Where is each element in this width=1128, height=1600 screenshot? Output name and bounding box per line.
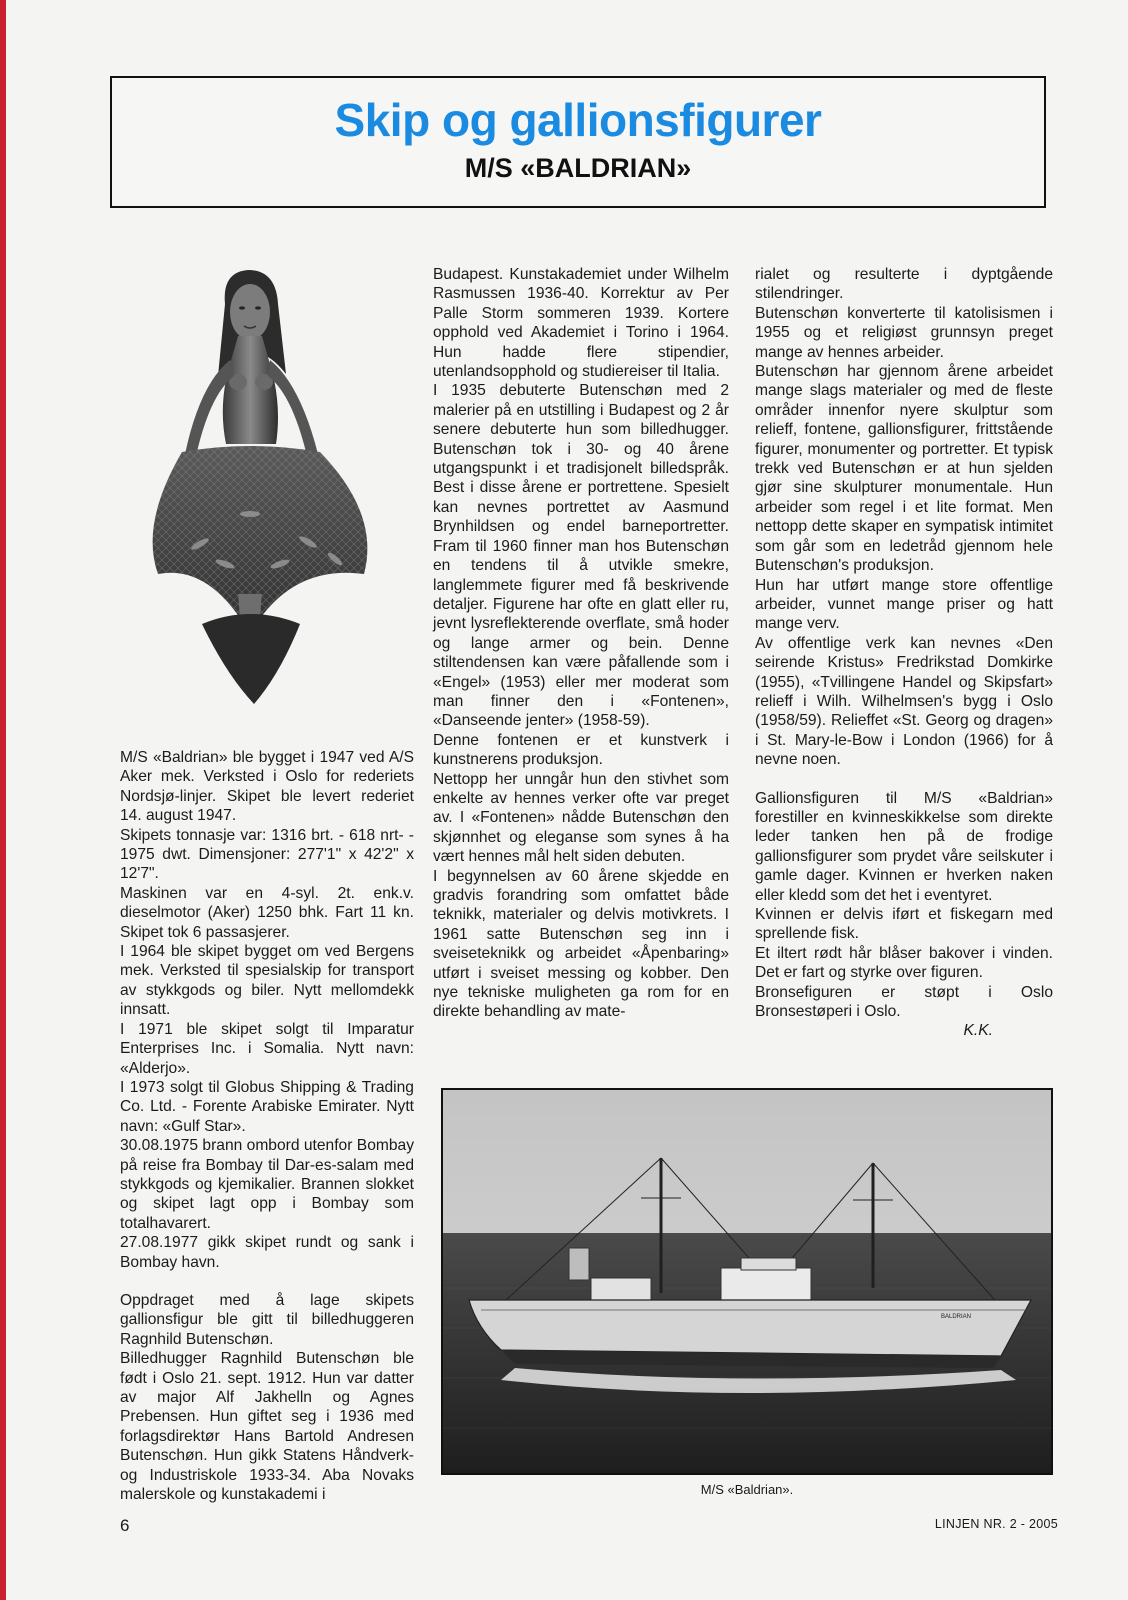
paragraph: Maskinen var en 4-syl. 2t. enk.v. dieselmotor (Aker) 1250 bhk. Fart 11 kn. Skipet tok 6 passasjerer. xyxy=(120,884,414,941)
paragraph: Bronsefiguren er støpt i Oslo Bronsestøperi i Oslo. xyxy=(755,983,1053,1021)
paragraph: Av offentlige verk kan nevnes «Den seirende Kristus» Fredrikstad Domkirke (1955), «Tvillingene Handel og Skipsfart» relieff i Wilh. Wilhelmsen's bygg i Oslo (1958/59). Relieffet «St. Georg og dragen» i St. Mary-le-Bow i London (1966) for å nevne noen. xyxy=(755,634,1053,769)
page-title: Skip og gallionsfigurer xyxy=(334,94,822,146)
page-subtitle: M/S «BALDRIAN» xyxy=(464,153,692,183)
paragraph: Oppdraget med å lage skipets gallionsfigur ble gitt til billedhuggeren Ragnhild Butenschøn. xyxy=(120,1291,414,1348)
ship-hull-name: BALDRIAN xyxy=(941,1314,972,1320)
article-column-3 xyxy=(755,265,1053,1041)
paragraph: I 1935 debuterte Butenschøn med 2 malerier på en utstilling i Budapest og 2 år senere debuterte hun som billedhugger. Butenschøn tok i 30- og 40 årene utgangspunkt i et tradisjonelt billedspråk. Best i disse årene er portrettene. Spesielt kan nevnes portrettet av Aasmund Brynhildsen og endel barneportretter. Fram til 1960 finner man hos Butenschøn en tendens til å utvikle smekre, langlemmete figurer med få beskrivende detaljer. Figurene har ofte en glatt eller ru, jevnt lysreflekterende overflate, små hoder og lange armer og bein. Denne stiltendensen kan være påfallende som i «Engel» (1953) eller mer moderat som man finner den i «Fontenen», «Danseende jenter» (1958-59). xyxy=(433,382,729,730)
ship-photo xyxy=(441,1088,1053,1475)
page-number: 6 xyxy=(120,1516,130,1535)
paragraph: I 1973 solgt til Globus Shipping & Trading Co. Ltd. - Forente Arabiske Emirater. Nytt navn: «Gulf Star». xyxy=(120,1078,414,1135)
paragraph: Budapest. Kunstakademiet under Wilhelm Rasmussen 1936-40. Korrektur av Per Palle Storm sommeren 1939. Kortere opphold ved Akademiet i Torino i 1964. Hun hadde flere stipendier, utenlandsopphold og studiereiser til Italia. xyxy=(433,266,729,381)
paragraph: Hun har utført mange store offentlige arbeider, vunnet mange priser og hatt mange verv. xyxy=(755,576,1053,633)
author-signature: K.K. xyxy=(963,1022,993,1040)
article-column-2 xyxy=(433,265,729,1022)
paragraph: Denne fontenen er et kunstverk i kunstnerens produksjon. xyxy=(433,731,729,769)
paragraph: I 1971 ble skipet solgt til Imparatur Enterprises Inc. i Somalia. Nytt navn: «Alderjo». xyxy=(120,1020,414,1077)
paragraph: Butenschøn har gjennom årene arbeidet mange slags materialer og med de fleste områder innenfor nyere skulptur som relieff, fontene, gallionsfigurer, frittstående figurer, monumenter og portretter. Et typisk trekk ved Butenschøn er at hun sjelden gjør sine skulpturer monumentale. Hun arbeider som regel i et lite format. Men nettopp dette skaper en sympatisk intimitet som går som en ledetråd gjennom hele Butenschøn's produksjon. xyxy=(755,363,1053,575)
paragraph: rialet og resulterte i dyptgående stilendringer. xyxy=(755,266,1053,303)
paragraph: Billedhugger Ragnhild Butenschøn ble født i Oslo 21. sept. 1912. Hun var datter av major Alf Jakhelln og Agnes Prebensen. Hun giftet seg i 1936 med forlagsdirektør Hans Bartold Andresen Butenschøn. Hun gikk Statens Håndverk- og Industriskole 1933-34. Aba Novaks malerskole og kunstakademi i xyxy=(120,1350,414,1504)
paragraph: Nettopp her unngår hun den stivhet som enkelte av hennes verker ofte var preget av. I «Fontenen» nådde Butenschøn den skjønnhet og eleganse som synes å ha vært hennes mål helt siden debuten. xyxy=(433,770,729,866)
paragraph: 30.08.1975 brann ombord utenfor Bombay på reise fra Bombay til Dar-es-salam med stykkgods og kjemikalier. Brannen slokket og skipet lagt opp i Bombay som totalhavarert. xyxy=(120,1137,414,1232)
paragraph: I 1964 ble skipet bygget om ved Bergens mek. Verksted til spesialskip for transport av stykkgods og biler. Nytt mellomdekk innsatt. xyxy=(120,943,414,1019)
page-edge xyxy=(0,0,6,1600)
figurehead-photo xyxy=(130,264,392,708)
title-box xyxy=(110,76,1046,208)
paragraph: Butenschøn konverterte til katolisismen i 1955 og et religiøst grunnsyn preget mange av hennes arbeider. xyxy=(755,304,1053,361)
paragraph: Gallionsfiguren til M/S «Baldrian» forestiller en kvinneskikkelse som direkte leder tanken hen på de frodige gallionsfigurer som prydet våre seilskuter i gamle dager. Kvinnen er hverken naken eller kledd som det het i eventyret. xyxy=(755,789,1053,904)
paragraph: M/S «Baldrian» ble bygget i 1947 ved A/S Aker mek. Verksted i Oslo for rederiets Nordsjø-linjer. Skipet ble levert rederiet 14. august 1947. xyxy=(120,749,414,825)
paragraph: Et iltert rødt hår blåser bakover i vinden. Det er fart og styrke over figuren. xyxy=(755,944,1053,982)
ship-photo-caption: M/S «Baldrian». xyxy=(700,1482,794,1497)
paragraph: Kvinnen er delvis iført et fiskegarn med sprellende fisk. xyxy=(755,906,1053,943)
article-column-1 xyxy=(120,748,414,1504)
paragraph: I begynnelsen av 60 årene skjedde en gradvis forandring som omfattet både teknikk, materialer og delvis motivkrets. I 1961 satte Butenschøn seg inn i sveiseteknikk og arbeidet «Åpenbaring» utført i sveiset messing og kobber. Den nye tekniske muligheten ga rom for en direkte behandling av mate- xyxy=(433,867,729,1021)
journal-issue: LINJEN NR. 2 - 2005 xyxy=(934,1517,1058,1531)
paragraph: Skipets tonnasje var: 1316 brt. - 618 nrt- - 1975 dwt. Dimensjoner: 277'1" x 42'2" x 12'7". xyxy=(120,826,414,883)
paragraph: 27.08.1977 gikk skipet rundt og sank i Bombay havn. xyxy=(120,1234,414,1271)
